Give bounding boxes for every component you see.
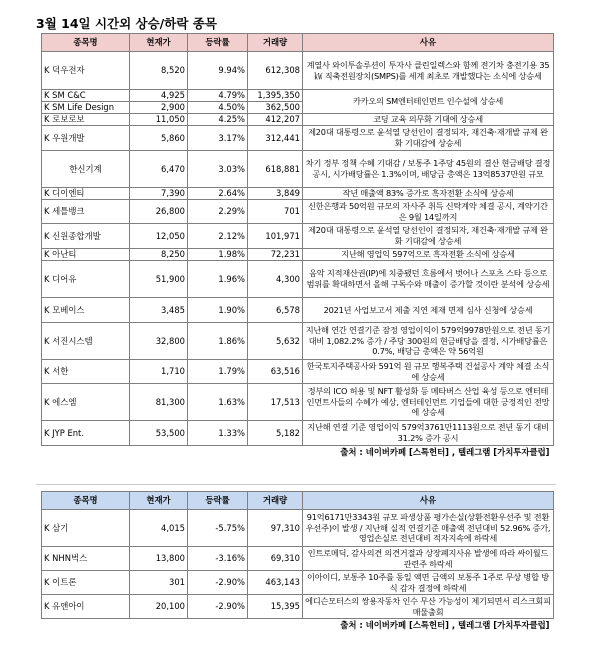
stock-name: K 디이엔티	[42, 188, 130, 200]
stock-volume: 15,395	[248, 595, 303, 619]
stock-reason: 코딩 교육 의무화 기대에 상승세	[303, 114, 554, 126]
stock-reason: 계열사 와이투솔루션이 투자사 클린일렉스와 함께 전기차 충전기용 35㎾ 직축전원장치(SMPS)를 세계 최초로 개발했다는 소식에 상승세	[303, 52, 554, 90]
stock-volume: 1,395,350	[248, 90, 303, 102]
stock-rate: 2.12%	[188, 224, 248, 249]
stock-volume: 5,182	[248, 421, 303, 446]
stock-rate: -2.90%	[188, 595, 248, 619]
table-row	[42, 421, 554, 446]
stock-volume: 463,143	[248, 571, 303, 595]
stock-rate: 3.03%	[188, 151, 248, 188]
stock-rate: 2.29%	[188, 200, 248, 224]
stock-rate: -3.16%	[188, 547, 248, 571]
stock-name: K JYP Ent.	[42, 421, 130, 446]
stock-name: K 아난티	[42, 249, 130, 261]
stock-price: 11,050	[130, 114, 188, 126]
stock-name: K 디어유	[42, 261, 130, 298]
table-row	[42, 384, 554, 421]
stock-volume: 362,500	[248, 102, 303, 114]
stock-reason: 한국토지주택공사와 591억 원 규모 행복주택 건설공사 계약 체결 소식에 상승세	[303, 360, 554, 384]
stock-reason: 지난해 연결 기준 영업이익 579억3761만1113원으로 전년 동기 대비 31.2% 증가 공시	[303, 421, 554, 446]
source-row	[42, 619, 554, 633]
falling-header-row	[42, 492, 554, 510]
stock-reason: 인트로메딕, 감사의견 의견거절과 상장폐지사유 발생에 따라 싸이월드 관련주 하락세	[303, 547, 554, 571]
stock-volume: 101,971	[248, 224, 303, 249]
stock-name: K 유앤아이	[42, 595, 130, 619]
stock-name: K 서한	[42, 360, 130, 384]
stock-rate: 1.63%	[188, 384, 248, 421]
stock-name: K 로보로보	[42, 114, 130, 126]
stock-volume: 4,300	[248, 261, 303, 298]
stock-price: 2,900	[130, 102, 188, 114]
stock-reason: 카카오의 SM엔터테인먼트 인수설에 상승세	[303, 90, 554, 114]
header-price: 현재가	[130, 492, 188, 510]
stock-rate: -2.90%	[188, 571, 248, 595]
stock-reason: 작년 매출액 83% 증가로 흑자전환 소식에 상승세	[303, 188, 554, 200]
stock-reason: 음악 지적재산권(IP)에 치중됐던 흐름에서 벗어나 스포츠 스타 등으로 범위를 확대하면서 올해 구독수와 매출이 증가할 것이란 분석에 상승세	[303, 261, 554, 298]
stock-reason: 지난해 영업익 597억으로 흑자전환 소식에 상승세	[303, 249, 554, 261]
table-row	[42, 90, 554, 102]
stock-rate: 1.33%	[188, 421, 248, 446]
section-divider	[36, 484, 556, 485]
stock-volume: 17,513	[248, 384, 303, 421]
table-row	[42, 200, 554, 224]
stock-rate: 1.90%	[188, 298, 248, 323]
header-price: 현재가	[130, 34, 188, 52]
header-volume: 거래량	[248, 492, 303, 510]
stock-reason: 제20대 대통령으로 윤석열 당선인이 결정되자, 재건축·재개발 규제 완화 기대감에 상승세	[303, 224, 554, 249]
stock-volume: 72,231	[248, 249, 303, 261]
stock-price: 5,860	[130, 126, 188, 151]
stock-name: K 우원개발	[42, 126, 130, 151]
stock-price: 4,925	[130, 90, 188, 102]
table-row	[42, 52, 554, 90]
stock-price: 8,520	[130, 52, 188, 90]
stock-name: K SM C&C	[42, 90, 130, 102]
stock-price: 4,015	[130, 510, 188, 547]
stock-name: K 이트론	[42, 571, 130, 595]
stock-rate: 4.25%	[188, 114, 248, 126]
stock-price: 81,300	[130, 384, 188, 421]
stock-reason: 신한은행과 50억원 규모의 자사주 취득 신탁계약 체결 공시, 계약기간은 9월 14일까지	[303, 200, 554, 224]
page-title: 3월 14일 시간외 상승/하락 종목	[36, 16, 217, 31]
source-note: 출처 : 네이버카페 [스톡헌터] , 텔레그램 [가치투자클럽]	[340, 447, 550, 458]
table-row	[42, 126, 554, 151]
stock-volume: 412,207	[248, 114, 303, 126]
stock-name: K 덕우전자	[42, 52, 130, 90]
stock-rate: 9.94%	[188, 52, 248, 90]
stock-rate: 1.96%	[188, 261, 248, 298]
stock-rate: 1.79%	[188, 360, 248, 384]
rising-stocks-table	[41, 33, 554, 460]
stock-price: 1,710	[130, 360, 188, 384]
stock-volume: 69,310	[248, 547, 303, 571]
stock-rate: -5.75%	[188, 510, 248, 547]
table-row	[42, 224, 554, 249]
stock-reason: 에디슨모터스의 쌍용자동차 인수 무산 가능성이 제기되면서 리스크회피매물출회	[303, 595, 554, 619]
stock-rate: 1.86%	[188, 323, 248, 360]
stock-price: 7,390	[130, 188, 188, 200]
stock-volume: 618,881	[248, 151, 303, 188]
header-reason: 사유	[303, 492, 554, 510]
header-name: 종목명	[42, 34, 130, 52]
stock-volume: 6,578	[248, 298, 303, 323]
stock-name: K 세틀뱅크	[42, 200, 130, 224]
stock-name: K 삼기	[42, 510, 130, 547]
stock-price: 53,500	[130, 421, 188, 446]
table-row	[42, 510, 554, 547]
stock-name: K 신원종합개발	[42, 224, 130, 249]
stock-price: 20,100	[130, 595, 188, 619]
header-name: 종목명	[42, 492, 130, 510]
table-row	[42, 360, 554, 384]
stock-volume: 312,441	[248, 126, 303, 151]
stock-reason: 91억6171만3343원 규모 파생상품 평가손실(상환전환우선주 및 전환우선주)이 발생 / 지난해 실적 연결기준 매출액 전년대비 52.96% 증가, 영업손실로 전년대비 적자지속에 하락세	[303, 510, 554, 547]
stock-name: 한신기계	[42, 151, 130, 188]
stock-volume: 63,516	[248, 360, 303, 384]
table-row	[42, 188, 554, 200]
stock-price: 3,485	[130, 298, 188, 323]
stock-name: K NHN벅스	[42, 547, 130, 571]
stock-reason: 이아이디, 보통주 10주를 동일 액면 금액의 보통주 1주로 무상 병합 방식 감자 결정에 하락세	[303, 571, 554, 595]
stock-price: 26,800	[130, 200, 188, 224]
stock-name: K 서진시스템	[42, 323, 130, 360]
stock-reason: 정부의 ICO 허용 및 NFT 활성화 등 메타버스 산업 육성 등으로 엔터테인먼트사들의 수혜가 예상, 엔터테인먼트 기업들에 대한 긍정적인 전망에 상승세	[303, 384, 554, 421]
stock-reason: 지난해 연간 연결기준 잠정 영업이익이 579억9978만원으로 전년 동기 대비 1,082.2% 증가 / 주당 300원의 현금배당을 결정, 시가배당률은 0.7%, 배당금 총액은 약 56억원	[303, 323, 554, 360]
stock-price: 6,470	[130, 151, 188, 188]
table-row	[42, 114, 554, 126]
stock-price: 13,800	[130, 547, 188, 571]
stock-reason: 2021년 사업보고서 제출 지연 제재 면제 심사 신청에 상승세	[303, 298, 554, 323]
stock-price: 12,050	[130, 224, 188, 249]
table-row	[42, 571, 554, 595]
stock-price: 301	[130, 571, 188, 595]
stock-rate: 2.64%	[188, 188, 248, 200]
header-rate: 등락률	[188, 34, 248, 52]
stock-price: 32,800	[130, 323, 188, 360]
falling-stocks-table	[41, 491, 554, 633]
table-row	[42, 151, 554, 188]
header-reason: 사유	[303, 34, 554, 52]
stock-price: 51,900	[130, 261, 188, 298]
table-row	[42, 261, 554, 298]
table-row	[42, 547, 554, 571]
stock-volume: 612,308	[248, 52, 303, 90]
stock-rate: 1.98%	[188, 249, 248, 261]
header-volume: 거래량	[248, 34, 303, 52]
stock-volume: 3,849	[248, 188, 303, 200]
rising-header-row	[42, 34, 554, 52]
stock-rate: 3.17%	[188, 126, 248, 151]
table-row	[42, 249, 554, 261]
table-row	[42, 298, 554, 323]
stock-name: K 모베이스	[42, 298, 130, 323]
stock-name: K 에스엠	[42, 384, 130, 421]
stock-volume: 5,632	[248, 323, 303, 360]
source-note: 출처 : 네이버카페 [스톡헌터] , 텔레그램 [가치투자클럽]	[340, 620, 550, 631]
source-row	[42, 446, 554, 460]
stock-price: 8,250	[130, 249, 188, 261]
stock-name: K SM Life Design	[42, 102, 130, 114]
stock-volume: 701	[248, 200, 303, 224]
stock-rate: 4.50%	[188, 102, 248, 114]
stock-volume: 97,310	[248, 510, 303, 547]
stock-reason: 제20대 대통령으로 윤석열 당선인이 결정되자, 재건축·재개발 규제 완화 기대감에 상승세	[303, 126, 554, 151]
stock-reason: 차기 정부 정책 수혜 기대감 / 보통주 1주당 45원의 결산 현금배당 결정 공시, 시가배당률은 1.3%이며, 배당금 총액은 13억8537만원 규모	[303, 151, 554, 188]
table-row	[42, 323, 554, 360]
stock-rate: 4.79%	[188, 90, 248, 102]
header-rate: 등락률	[188, 492, 248, 510]
table-row	[42, 595, 554, 619]
